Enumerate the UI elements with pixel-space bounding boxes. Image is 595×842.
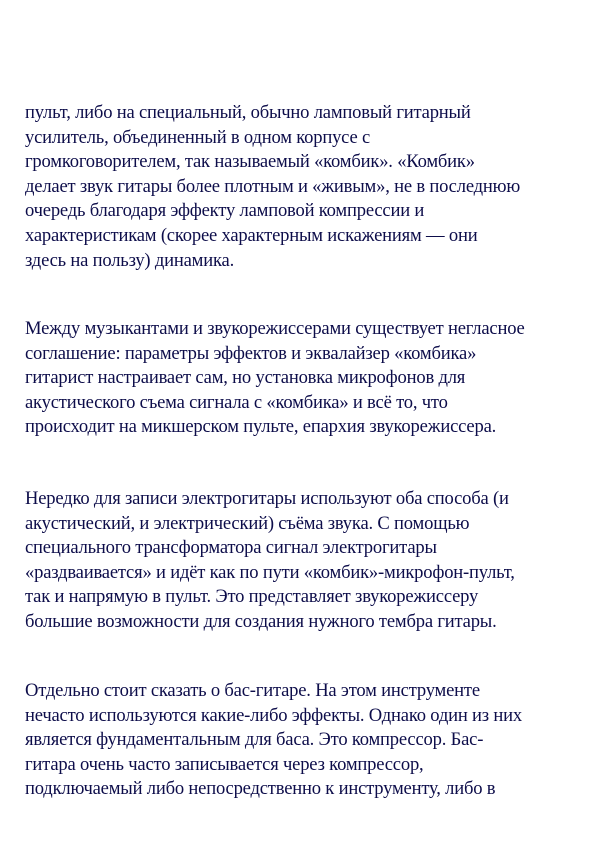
text-line: акустического съема сигнала с «комбика» и всё то, что: [25, 391, 448, 413]
text-line: соглашение: параметры эффектов и эквалайзер «комбика»: [25, 342, 477, 364]
text-line: «раздваивается» и идёт как по пути «комбик»-микрофон-пульт,: [25, 561, 515, 583]
paragraph-4: [25, 679, 522, 802]
text-line: очередь благодаря эффекту ламповой компрессии и: [25, 200, 425, 222]
text-line: Между музыкантами и звукорежиссерами существует негласное: [25, 318, 525, 339]
text-line: гитара очень часто записывается через компрессор,: [25, 753, 424, 775]
text-line: акустический, и электрический) съёма звука. С помощью: [25, 512, 470, 534]
text-line: так и напрямую в пульт. Это представляет звукорежиссеру: [25, 586, 479, 608]
paragraph-1: [25, 101, 520, 273]
text-line: подключаемый либо непосредственно к инструменту, либо в: [25, 778, 496, 800]
text-line: Нередко для записи электрогитары используют оба способа (и: [25, 488, 509, 509]
text-line: здесь на пользу) динамика.: [25, 249, 235, 271]
text-line: является фундаментальным для баса. Это компрессор. Бас-: [25, 729, 484, 751]
text-line: нечасто используются какие-либо эффекты. Однако один из них: [25, 704, 522, 726]
text-line: специального трансформатора сигнал электрогитары: [25, 537, 437, 559]
text-line: делает звук гитары более плотным и «живым», не в последнюю: [25, 175, 521, 197]
text-line: громкоговорителем, так называемый «комбик». «Комбик»: [25, 151, 475, 173]
text-line: гитарист настраивает сам, но установка микрофонов для: [25, 367, 466, 389]
text-line: большие возможности для создания нужного тембра гитары.: [25, 610, 497, 632]
paragraph-3: [25, 487, 515, 635]
text-line: усилитель, объединенный в одном корпусе с: [25, 126, 371, 148]
text-line: характеристикам (скорее характерным искажениям — они: [25, 224, 478, 246]
paragraph-2: [25, 317, 525, 440]
text-line: происходит на микшерском пульте, епархия звукорежиссера.: [25, 416, 497, 438]
text-line: пульт, либо на специальный, обычно ламповый гитарный: [25, 102, 471, 123]
text-line: Отдельно стоит сказать о бас-гитаре. На этом инструменте: [25, 680, 480, 701]
